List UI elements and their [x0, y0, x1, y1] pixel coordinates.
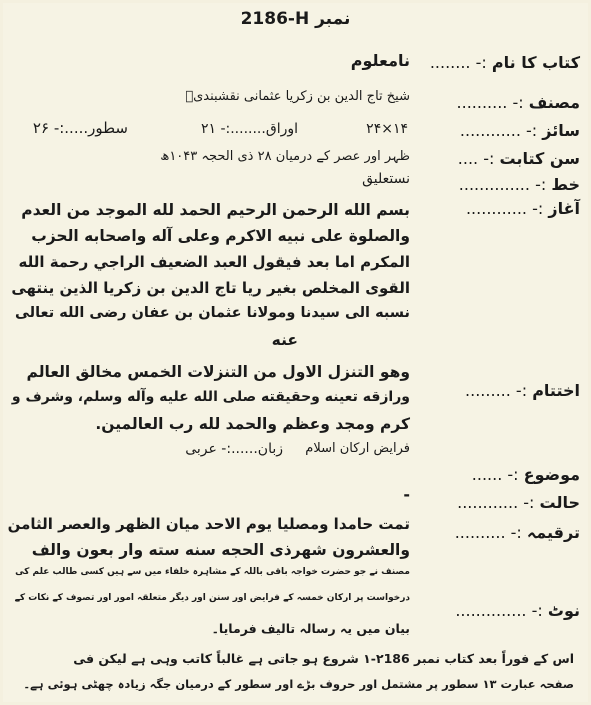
aghaz-line-2: والصلوة على نبيه الاكرم وعلى آله واصحابه الحزب [31, 227, 410, 245]
document-page [3, 3, 588, 702]
tarqima-line-2: والعشرون شهرذى الحجه سنه سته وار بعون والف [31, 541, 410, 559]
lines-field: سطور.....:- ۲۶ [32, 119, 128, 137]
page-header [3, 9, 588, 29]
musannif-label: مصنف :- .......... [456, 93, 580, 112]
ikhtitam-line-1: وهو التنزل الاول من التنزلات الخمس مخالق العالم [26, 363, 410, 381]
aghaz-line-4: القوى المخلص بغير ريا تاج الدين بن زكريا الذين ينتهى [11, 279, 410, 297]
mauzu-label: موضوع :- ...... [471, 465, 580, 484]
mauzu-value: فرایض ارکان اسلام [305, 441, 410, 456]
tarqima-label: ترقیمہ :- .......... [454, 523, 580, 542]
number-label: نمبر [315, 9, 351, 29]
aghaz-line-1: بسم الله الرحمن الرحيم الحمد لله الموجد من العدم [21, 201, 410, 219]
khat-value: نستعلیق [362, 171, 410, 187]
ikhtitam-line-3: كرم ومجد وعظم والحمد لله رب العالمين. [95, 415, 410, 433]
aghaz-line-3: المكرم اما بعد فيقول العبد الضعيف الراجي رحمة الله [18, 253, 410, 271]
size-label: سائز :- ............ [459, 121, 580, 140]
note-line-4: اس کے فوراً بعد کتاب نمبر ۲186-۱ شروع ہو جاتی ہے غالباً کاتب وہی ہے لیکن فی [73, 651, 574, 666]
zaban-field: زبان......:- عربی [185, 441, 283, 457]
halat-label: حالت :- ............ [457, 493, 580, 512]
kitab-value: نامعلوم [350, 51, 410, 70]
tarqima-line-1: تمت حامدا ومصليا يوم الاحد ميان الظهر والعصر الثامن [7, 515, 410, 533]
khat-label: خط :- .............. [458, 175, 580, 194]
sann-value: ظہر اور عصر کے درمیان ۲۸ ذی الحجہ ۱۰۴۳ھ [160, 149, 410, 164]
note-line-1: مصنف نے جو حضرت خواجہ باقی باللہ کے مشاہرہ خلفاء میں سے ہیں کسی طالب علم کی [15, 567, 410, 577]
note-line-3: بیان میں یہ رسالہ تالیف فرمایا۔ [211, 621, 410, 636]
note-label: نوٹ :- .............. [455, 601, 580, 620]
ikhtitam-line-2: ورازقه تعينه وحقيقته صلى الله عليه وآله وسلم، وشرف و [11, 389, 410, 405]
halat-value: - [403, 485, 410, 504]
sann-label: سن کتابت :- .... [457, 149, 580, 168]
number-value: 2186-H [240, 9, 310, 29]
size-dims: ۱۴×۲۴ [366, 121, 408, 137]
note-line-5: صفحہ عبارت ۱۳ سطور پر مشتمل اور حروف بڑے اور سطور کے درمیان جگہ زیادہ چھٹی ہوئی ہے۔ [23, 677, 574, 691]
pages-field: اوراق........:- ۲۱ [200, 121, 298, 137]
musannif-value: شیخ تاج الدین بن زکریا عثمانی نقشبندیؒ [185, 89, 410, 104]
note-line-2: درخواست پر ارکان خمسہ کے فرایض اور سنن اور دیگر متعلقہ امور اور تصوف کے نکات کے [14, 593, 410, 603]
aghaz-line-6: عنه [271, 331, 298, 349]
aghaz-line-5: نسبه الى سيدنا ومولانا عثمان بن عفان رضى الله تعالى [14, 305, 410, 321]
ikhtitam-label: اختتام :- ......... [465, 381, 580, 400]
aghaz-label: آغاز :- ............ [465, 199, 580, 218]
kitab-label: کتاب کا نام :- ........ [429, 53, 580, 72]
